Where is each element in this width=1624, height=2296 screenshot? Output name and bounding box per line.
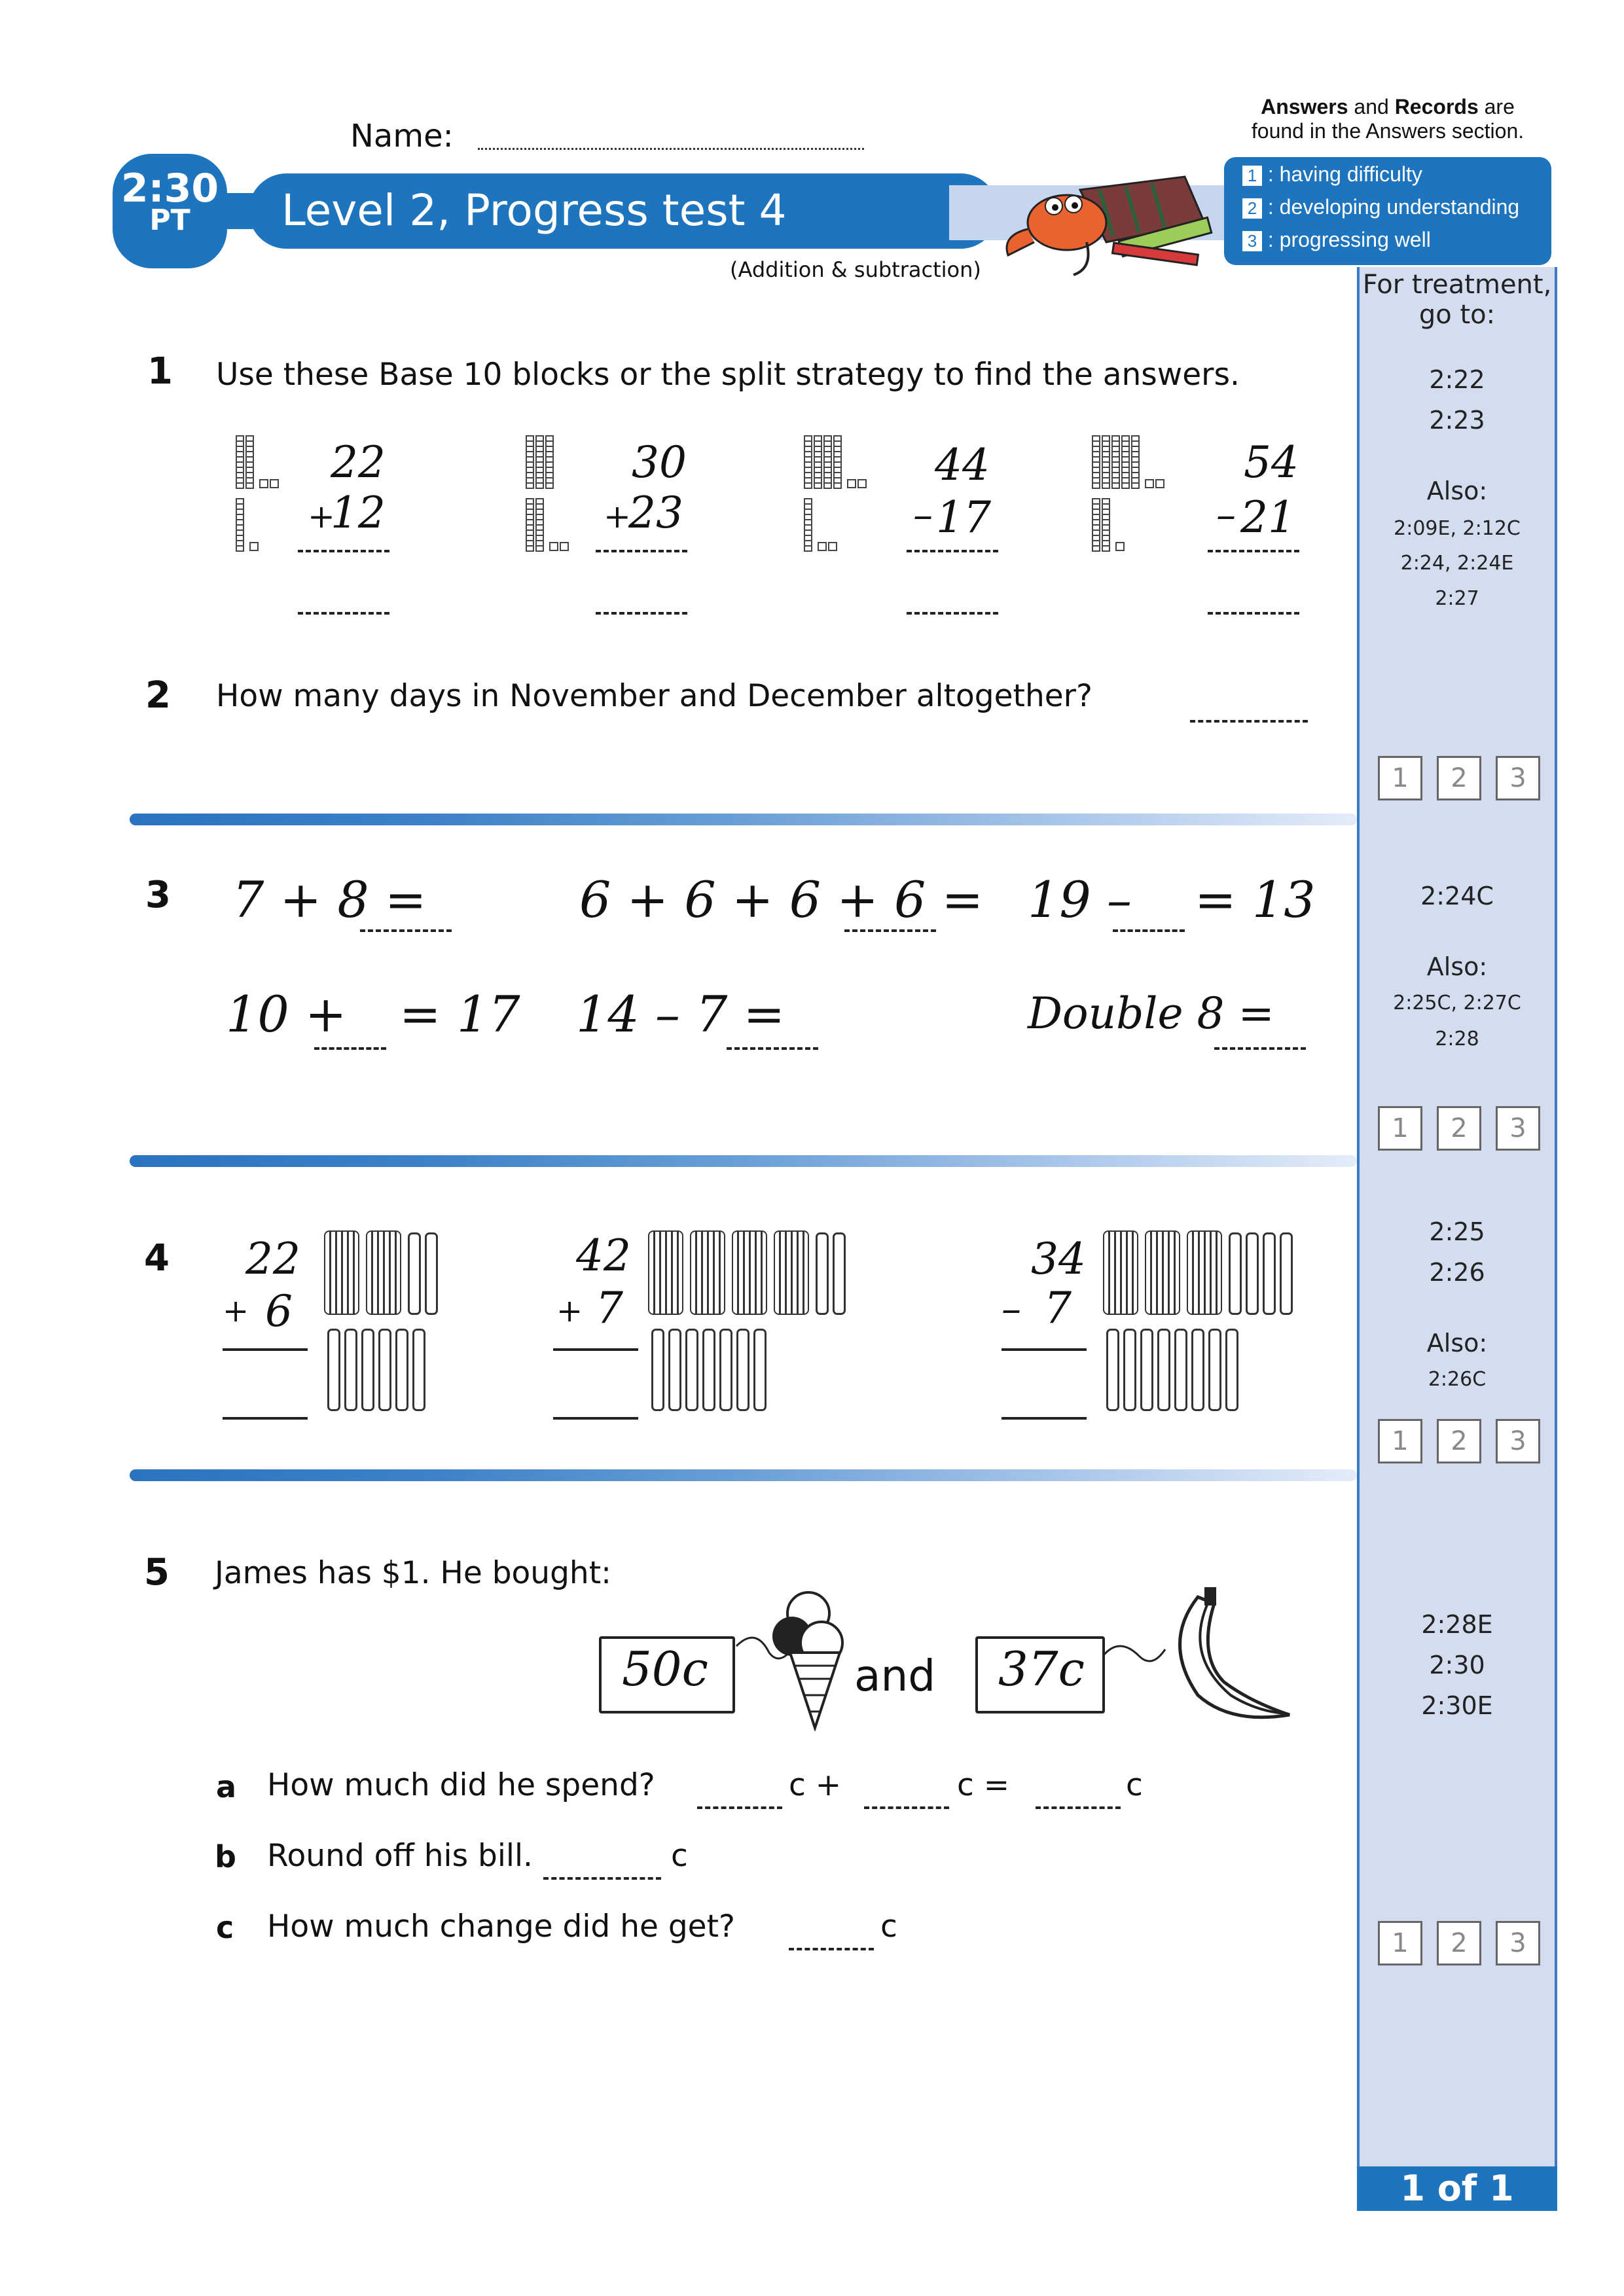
base10-blocks-3: [804, 435, 867, 554]
q3-blank-4[interactable]: [314, 1047, 386, 1050]
legend-text-3: : progressing well: [1267, 228, 1431, 251]
sidebar-heading: For treatment, go to:: [1362, 270, 1552, 330]
name-label: Name:: [350, 118, 454, 154]
ice-cream-icon: [730, 1574, 848, 1731]
rating-box-1[interactable]: 1: [1378, 1106, 1422, 1151]
q1-line-1[interactable]: [298, 550, 389, 552]
base10-blocks-2: [526, 435, 569, 554]
price-2: 37c: [998, 1641, 1085, 1696]
rating-box-3[interactable]: 3: [1496, 1106, 1540, 1151]
rating-box-2[interactable]: 2: [1437, 1106, 1481, 1151]
rating-q3: [1378, 1106, 1540, 1151]
rating-q1-q2: [1378, 756, 1540, 800]
q4-also-label: Also:: [1426, 1329, 1488, 1357]
q4-bundles-3: [1103, 1230, 1297, 1318]
q3-blank-2[interactable]: [844, 929, 936, 932]
q4-bottom-2: 7: [596, 1283, 623, 1333]
q4-bottom-1: 6: [265, 1286, 293, 1336]
q1-op-3: –: [913, 492, 933, 538]
q4-sticks-3: [1106, 1329, 1242, 1414]
q4-op-3: –: [1001, 1286, 1021, 1332]
q4-sticks-1: [327, 1329, 429, 1414]
q3-item-3-post: = 13: [1195, 870, 1316, 929]
q1-line-2[interactable]: [596, 550, 687, 552]
legend-text-1: : having difficulty: [1267, 162, 1422, 186]
q3-item-1: 7 + 8 =: [232, 870, 427, 929]
q4-op-1: +: [223, 1293, 249, 1329]
q1-also-2: 2:24, 2:24E: [1400, 552, 1514, 575]
q1-ref-2: 2:23: [1429, 406, 1485, 435]
answers-note: Answers and Records are found in the Answers section.: [1251, 95, 1525, 143]
name-field[interactable]: [478, 148, 864, 150]
q1-bottom-2: 23: [628, 488, 683, 538]
q2-text: How many days in November and December altogether?: [216, 678, 1092, 714]
legend-num-1: 1: [1242, 166, 1262, 186]
q3-also-1: 2:25C, 2:27C: [1393, 992, 1521, 1014]
rating-q5: [1378, 1921, 1540, 1965]
q1-top-3: 44: [935, 440, 990, 490]
q5-ref-1: 2:28E: [1421, 1610, 1493, 1639]
q1-answer-2[interactable]: [596, 612, 687, 615]
crab-mascot-illustration: [988, 151, 1224, 281]
q3-item-6: Double 8 =: [1028, 988, 1274, 1039]
q1-top-1: 22: [331, 437, 386, 488]
q1-also-1: 2:09E, 2:12C: [1394, 517, 1521, 540]
q5-ref-3: 2:30E: [1421, 1691, 1493, 1720]
rating-q4: [1378, 1419, 1540, 1463]
q4-bundles-1: [324, 1230, 442, 1318]
q4-line-2: [553, 1348, 638, 1351]
q3-blank-3[interactable]: [1113, 929, 1185, 932]
q1-bottom-4: 21: [1240, 492, 1295, 543]
rating-box-1[interactable]: 1: [1378, 1921, 1422, 1965]
q1-line-3[interactable]: [907, 550, 998, 552]
price-1: 50c: [622, 1641, 708, 1696]
q1-op-1: +: [308, 497, 335, 535]
q1-answer-4[interactable]: [1208, 612, 1299, 615]
q3-item-3-pre: 19 –: [1028, 870, 1132, 929]
q5-intro: James has $1. He bought:: [215, 1555, 611, 1591]
q4-number: 4: [144, 1237, 170, 1280]
q4-op-2: +: [556, 1293, 583, 1329]
q5-number: 5: [144, 1551, 170, 1594]
q1-op-2: +: [604, 497, 631, 535]
q5-and-label: and: [854, 1651, 936, 1701]
section-divider: [130, 1155, 1357, 1167]
banana-icon: [1100, 1584, 1303, 1728]
legend-text-2: : developing understanding: [1267, 195, 1520, 219]
q5a-unit-1: c +: [789, 1767, 842, 1803]
q1-top-2: 30: [632, 437, 687, 488]
q3-also-2: 2:28: [1435, 1028, 1479, 1050]
page-counter: 1 of 1: [1357, 2166, 1557, 2211]
q4-bundles-2: [648, 1230, 850, 1318]
q3-item-4-pre: 10 +: [226, 985, 347, 1043]
rating-box-2[interactable]: 2: [1437, 756, 1481, 800]
q4-answer-1[interactable]: [223, 1417, 308, 1420]
q5a-blank-2[interactable]: [864, 1806, 949, 1809]
q4-sticks-2: [651, 1329, 770, 1414]
q4-also-1: 2:26C: [1428, 1368, 1487, 1391]
rating-box-3[interactable]: 3: [1496, 1419, 1540, 1463]
q5a-unit-2: c =: [957, 1767, 1010, 1803]
q5c-blank[interactable]: [789, 1948, 874, 1950]
q2-answer[interactable]: [1190, 720, 1308, 723]
legend-num-2: 2: [1242, 198, 1262, 219]
q1-text: Use these Base 10 blocks or the split strategy to find the answers.: [216, 357, 1240, 393]
q4-top-1: 22: [245, 1234, 300, 1284]
q1-bottom-1: 12: [331, 488, 386, 538]
q5b-text: Round off his bill.: [267, 1838, 533, 1874]
page-title: Level 2, Progress test 4: [281, 185, 787, 236]
rating-box-2[interactable]: 2: [1437, 1921, 1481, 1965]
q4-bottom-3: 7: [1044, 1283, 1072, 1333]
q4-top-3: 34: [1031, 1234, 1086, 1284]
q5c-unit: c: [880, 1909, 897, 1945]
q3-item-4-post: = 17: [399, 985, 520, 1043]
q3-item-2: 6 + 6 + 6 + 6 =: [579, 870, 984, 929]
q1-top-4: 54: [1244, 437, 1299, 488]
q1-answer-3[interactable]: [907, 612, 998, 615]
q5a-blank-3[interactable]: [1036, 1806, 1121, 1809]
rating-box-1[interactable]: 1: [1378, 756, 1422, 800]
q5a-letter: a: [216, 1769, 237, 1804]
q4-ref-2: 2:26: [1429, 1258, 1485, 1287]
q1-op-4: –: [1216, 492, 1236, 538]
q4-ref-1: 2:25: [1429, 1217, 1485, 1246]
badge-bottom: PT: [149, 204, 190, 237]
q4-line-3: [1001, 1348, 1087, 1351]
q3-number: 3: [145, 874, 171, 916]
q5a-unit-3: c: [1126, 1767, 1143, 1803]
q2-number: 2: [145, 674, 171, 717]
q5b-blank[interactable]: [543, 1877, 661, 1880]
rating-box-2[interactable]: 2: [1437, 1419, 1481, 1463]
rating-box-3[interactable]: 3: [1496, 756, 1540, 800]
q1-number: 1: [147, 350, 173, 393]
q1-also-label: Also:: [1426, 476, 1488, 505]
q1-line-4[interactable]: [1208, 550, 1299, 552]
q4-answer-3[interactable]: [1001, 1417, 1087, 1420]
q5c-text: How much change did he get?: [267, 1909, 735, 1945]
q3-ref-1: 2:24C: [1420, 882, 1494, 910]
q5b-letter: b: [215, 1839, 236, 1874]
rating-legend: [1224, 157, 1551, 265]
q1-ref-1: 2:22: [1429, 365, 1485, 394]
q5a-text: How much did he spend?: [267, 1767, 655, 1803]
q5a-blank-1[interactable]: [697, 1806, 782, 1809]
badge-top: 2:30: [120, 166, 219, 211]
q1-also-3: 2:27: [1435, 587, 1479, 610]
q3-also-label: Also:: [1426, 952, 1488, 981]
q5-ref-2: 2:30: [1429, 1651, 1485, 1679]
q3-blank-5[interactable]: [727, 1047, 818, 1050]
q4-top-2: 42: [576, 1230, 631, 1281]
q5c-letter: c: [216, 1910, 234, 1945]
q1-answer-1[interactable]: [298, 612, 389, 615]
rating-box-3[interactable]: 3: [1496, 1921, 1540, 1965]
section-divider: [130, 1469, 1357, 1481]
badge-connector: [219, 193, 259, 229]
q5b-unit: c: [671, 1838, 688, 1874]
section-divider: [130, 814, 1357, 825]
page-subtitle: (Addition & subtraction): [730, 257, 981, 282]
q1-bottom-3: 17: [936, 492, 991, 543]
q3-blank-1[interactable]: [360, 929, 452, 932]
q4-line-1: [223, 1348, 308, 1351]
rating-box-1[interactable]: 1: [1378, 1419, 1422, 1463]
q4-answer-2[interactable]: [553, 1417, 638, 1420]
q3-item-5: 14 – 7 =: [576, 985, 785, 1043]
q3-blank-6[interactable]: [1214, 1047, 1306, 1050]
level-badge: [113, 154, 227, 268]
base10-blocks-4: [1092, 435, 1165, 554]
legend-num-3: 3: [1242, 231, 1262, 251]
base10-blocks-1: [236, 435, 280, 554]
